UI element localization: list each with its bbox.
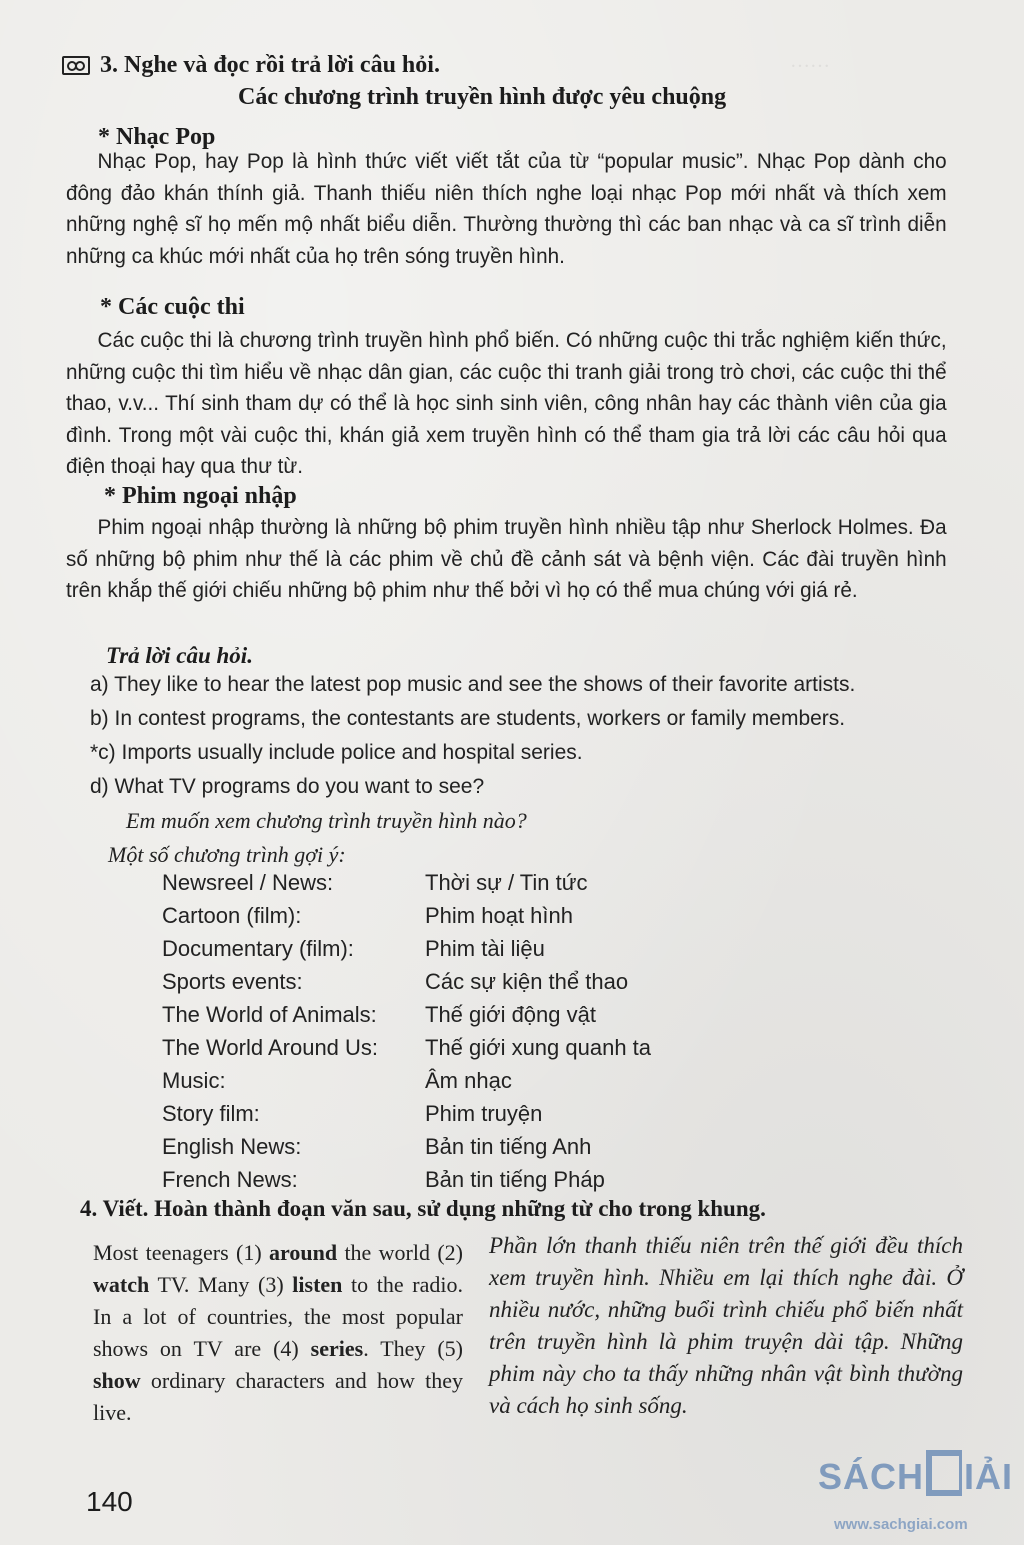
text-fragment: to the radio. In a lot of countries, the most popular shows on TV are (4) — [93, 1272, 463, 1361]
suggestion-en: Newsreel / News: — [162, 870, 334, 895]
suggestion-vi: Bản tin tiếng Pháp — [425, 1167, 605, 1192]
section-text-contests-body: Các cuộc thi là chương trình truyền hình phổ biến. Có những cuộc thi trắc nghiệm kiến thức, những cuộc thi tìm hiểu về nhạc dân gian, các cuộc thi tranh giải trong trò chơi, các cuộc thi thể thao, v.v... Thí sinh tham dự có thể là học sinh sinh viên, công nhân hay các thành viên của gia đình. Trong một vài cuộc thi, khán giả xem truyền hình có thể tham gia trả lời các câu hỏi qua điện thoại hay qua thư từ. — [66, 329, 947, 478]
suggestion-row — [162, 998, 651, 1031]
section-text-contests — [66, 325, 947, 483]
watermark-brand — [818, 1454, 1013, 1500]
suggestion-en: Story film: — [162, 1101, 260, 1126]
bleed-through-text: …… — [790, 50, 830, 72]
exercise-3-title: 3. Nghe và đọc rồi trả lời câu hỏi. — [100, 52, 440, 78]
answer-word-2: watch — [93, 1272, 150, 1297]
fill-in-paragraph-english — [93, 1237, 463, 1429]
page-number: 140 — [86, 1486, 133, 1517]
suggestion-row — [162, 1031, 651, 1064]
answer-word-5: show — [93, 1368, 141, 1393]
article-title: Các chương trình truyền hình được yêu chuộng — [238, 84, 727, 110]
section-text-pop — [66, 146, 947, 272]
suggestion-vi: Bản tin tiếng Anh — [425, 1134, 592, 1159]
suggestion-en: Cartoon (film): — [162, 903, 302, 928]
answer-word-4: series — [310, 1336, 364, 1361]
suggestions-table — [162, 866, 651, 1196]
text-fragment: TV. Many (3) — [149, 1272, 293, 1297]
exercise-3-heading — [62, 52, 440, 79]
suggestion-en: The World Around Us: — [162, 1035, 379, 1060]
watermark-brand-left: SÁCH — [818, 1456, 925, 1497]
suggestion-vi: Thế giới động vật — [425, 1002, 596, 1027]
suggestion-vi: Âm nhạc — [425, 1068, 512, 1093]
suggestion-row — [162, 1130, 651, 1163]
watermark-url: www.sachgiai.com — [834, 1516, 968, 1533]
book-logo-icon — [926, 1450, 962, 1496]
text-fragment: Most teenagers (1) — [93, 1240, 270, 1265]
suggestion-vi: Các sự kiện thể thao — [425, 969, 629, 994]
section-text-imports — [66, 512, 947, 607]
suggestion-en: English News: — [162, 1134, 302, 1159]
suggestion-en: Documentary (film): — [162, 936, 354, 961]
suggestion-row — [162, 965, 651, 998]
answer-b: b) In contest programs, the contestants are students, workers or family members. — [90, 707, 846, 730]
suggestion-row — [162, 1097, 651, 1130]
section-heading-pop: * Nhạc Pop — [98, 124, 216, 150]
answer-c: *c) Imports usually include police and hospital series. — [90, 741, 583, 764]
suggestions-heading: Một số chương trình gợi ý: — [108, 842, 346, 867]
suggestion-row — [162, 1064, 651, 1097]
suggestion-vi: Phim hoạt hình — [425, 903, 573, 928]
suggestion-en: Music: — [162, 1068, 226, 1093]
cassette-tape-icon — [62, 56, 90, 75]
answer-word-3: listen — [292, 1272, 343, 1297]
suggestion-row — [162, 932, 651, 965]
watermark-brand-right: IẢI — [964, 1456, 1014, 1497]
exercise-4-title: 4. Viết. Hoàn thành đoạn văn sau, sử dụng những từ cho trong khung. — [80, 1196, 766, 1221]
answer-word-1: around — [269, 1240, 338, 1265]
fill-in-paragraph-vietnamese: Phần lớn thanh thiếu niên trên thế giới đều thích xem truyền hình. Nhiều em lại thích nghe đài. Ở nhiều nước, những buổi trình chiếu phổ biến nhất trên truyền hình là phim truyện dài tập. Những phim này cho ta thấy những nhân vật bình thường và cách họ sinh sống. — [489, 1233, 963, 1418]
text-fragment: . They (5) — [363, 1336, 463, 1361]
answers-list — [90, 668, 855, 872]
suggestion-row — [162, 1163, 651, 1196]
section-heading-imports: * Phim ngoại nhập — [104, 483, 297, 509]
section-heading-contests: * Các cuộc thi — [100, 294, 245, 320]
suggestion-vi: Thời sự / Tin tức — [425, 870, 588, 895]
suggestion-en: The World of Animals: — [162, 1002, 377, 1027]
answer-d: d) What TV programs do you want to see? — [90, 775, 485, 798]
text-fragment: ordinary characters and how they live. — [93, 1368, 463, 1425]
suggestion-row — [162, 899, 651, 932]
suggestion-en: French News: — [162, 1167, 298, 1192]
watermark — [818, 1440, 1018, 1540]
answer-a: a) They like to hear the latest pop music and see the shows of their favorite artists. — [90, 673, 856, 696]
suggestion-vi: Phim tài liệu — [425, 936, 545, 961]
suggestion-vi: Phim truyện — [425, 1101, 543, 1126]
section-text-imports-body: Phim ngoại nhập thường là những bộ phim truyền hình nhiều tập như Sherlock Holmes. Đa số những bộ phim như thế là các phim về chủ đề cảnh sát và bệnh viện. Các đài truyền hình trên khắp thế giới chiếu những bộ phim như thế bởi vì họ có thể mua chúng với giá rẻ. — [66, 516, 947, 602]
answer-heading: Trả lời câu hỏi. — [106, 643, 253, 668]
suggestion-row — [162, 866, 651, 899]
section-text-pop-body: Nhạc Pop, hay Pop là hình thức viết viết tắt của từ “popular music”. Nhạc Pop dành cho đông đảo khán thính giả. Thanh thiếu niên thích nghe loại nhạc Pop mới nhất và thích xem những nghệ sĩ họ mến mộ nhất biểu diễn. Thường thường thì các ban nhạc và ca sĩ trình diễn những ca khúc mới nhất của họ trên sóng truyền hình. — [66, 150, 947, 268]
suggestion-en: Sports events: — [162, 969, 303, 994]
question-vi: Em muốn xem chương trình truyền hình nào? — [126, 808, 527, 833]
text-fragment: the world (2) — [337, 1240, 464, 1265]
suggestion-vi: Thế giới xung quanh ta — [425, 1035, 652, 1060]
